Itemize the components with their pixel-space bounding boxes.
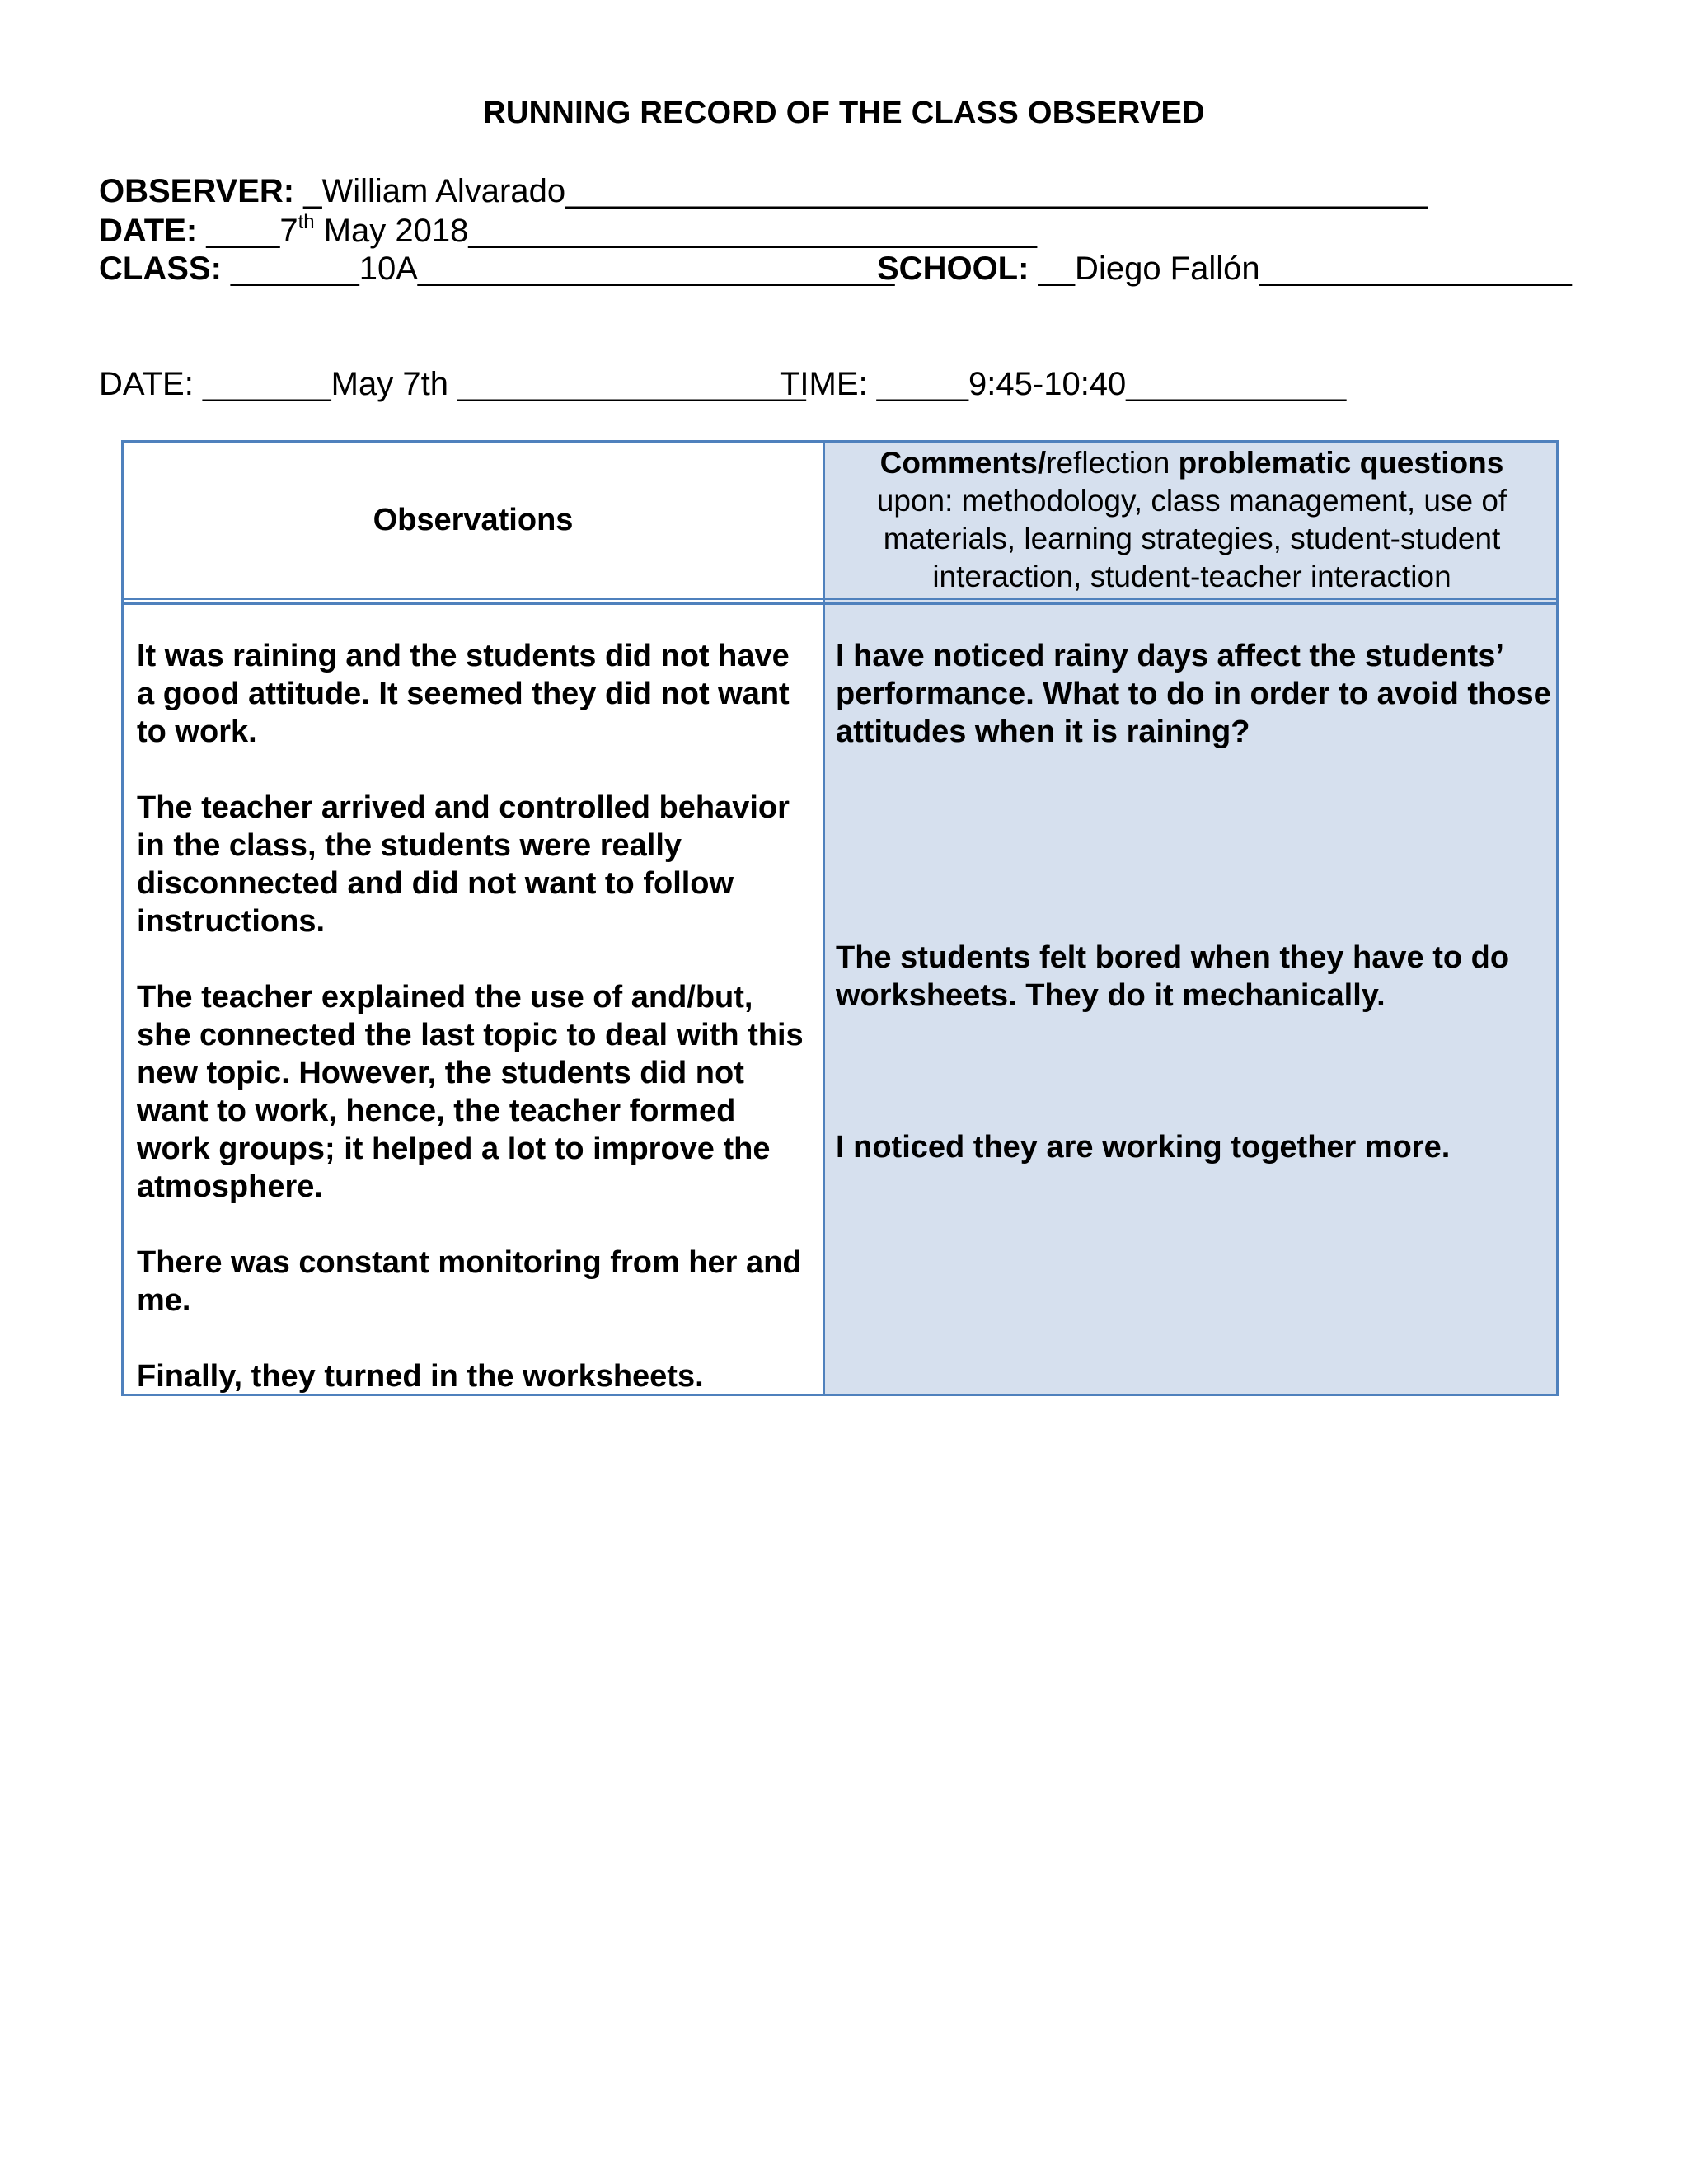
session-date-label: DATE: — [99, 366, 194, 402]
date-label: DATE: — [99, 213, 198, 249]
observation-paragraph: The teacher arrived and controlled behavior in the class, the students were really disconnected and did not want to follow instructions. — [137, 790, 790, 939]
school-label: SCHOOL: — [877, 251, 1029, 287]
date-value: May 2018_______________________________ — [314, 213, 1038, 249]
comments-header-bold-2: problematic questions — [1178, 446, 1504, 480]
session-time-row — [780, 364, 1346, 404]
comment-paragraph: I have noticed rainy days affect the students’ performance. What to do in order to avoid those attitudes when it is raining? — [836, 639, 1551, 749]
session-time-label: TIME: — [780, 366, 868, 402]
observation-table — [121, 440, 1559, 1396]
observations-header-label: Observations — [373, 502, 574, 537]
school-row — [877, 249, 1572, 288]
class-value: _______10A__________________________ — [231, 251, 895, 287]
session-date-value: _______May 7th ___________________ — [202, 366, 806, 402]
observer-value: _William Alvarado_______________________________________________ — [303, 173, 1428, 209]
observation-paragraph: It was raining and the students did not have a good attitude. It seemed they did not want to work. — [137, 639, 790, 749]
observation-paragraph: The teacher explained the use of and/but, she connected the last topic to deal with this new topic. However, the students did not want to work, hence, the teacher formed work groups; it helped a lot to improve the atmosphere. — [137, 980, 804, 1204]
comments-header-normal-1: reflection — [1046, 446, 1179, 480]
observations-body — [137, 637, 813, 1433]
observer-row — [99, 171, 1428, 211]
session-time-value: _____9:45-10:40____________ — [876, 366, 1347, 402]
observation-paragraph: Finally, they turned in the worksheets. — [137, 1359, 704, 1394]
date-prefix: ____7 — [206, 213, 298, 249]
header-rule — [124, 598, 1556, 600]
observer-label: OBSERVER: — [99, 173, 295, 209]
header-rule-double — [124, 602, 1556, 605]
observation-paragraph: There was constant monitoring from her and me. — [137, 1245, 802, 1318]
comments-header — [825, 443, 1559, 598]
comments-header-bold-1: Comments/ — [879, 446, 1047, 480]
comment-paragraph: The students felt bored when they have to do worksheets. They do it mechanically. — [836, 940, 1510, 1013]
session-date-row — [99, 364, 806, 404]
class-label: CLASS: — [99, 251, 222, 287]
school-value: __Diego Fallón_________________ — [1038, 251, 1572, 287]
document-title: RUNNING RECORD OF THE CLASS OBSERVED — [483, 96, 1205, 130]
observations-header — [124, 443, 823, 598]
date-ordinal-suffix: th — [298, 211, 315, 233]
class-row — [99, 249, 894, 288]
comments-header-normal-2: upon: methodology, class management, use of materials, learning strategies, student-student interaction, student-teacher interaction — [876, 484, 1507, 593]
comment-paragraph: I noticed they are working together more. — [836, 1130, 1451, 1165]
date-row — [99, 211, 1037, 251]
